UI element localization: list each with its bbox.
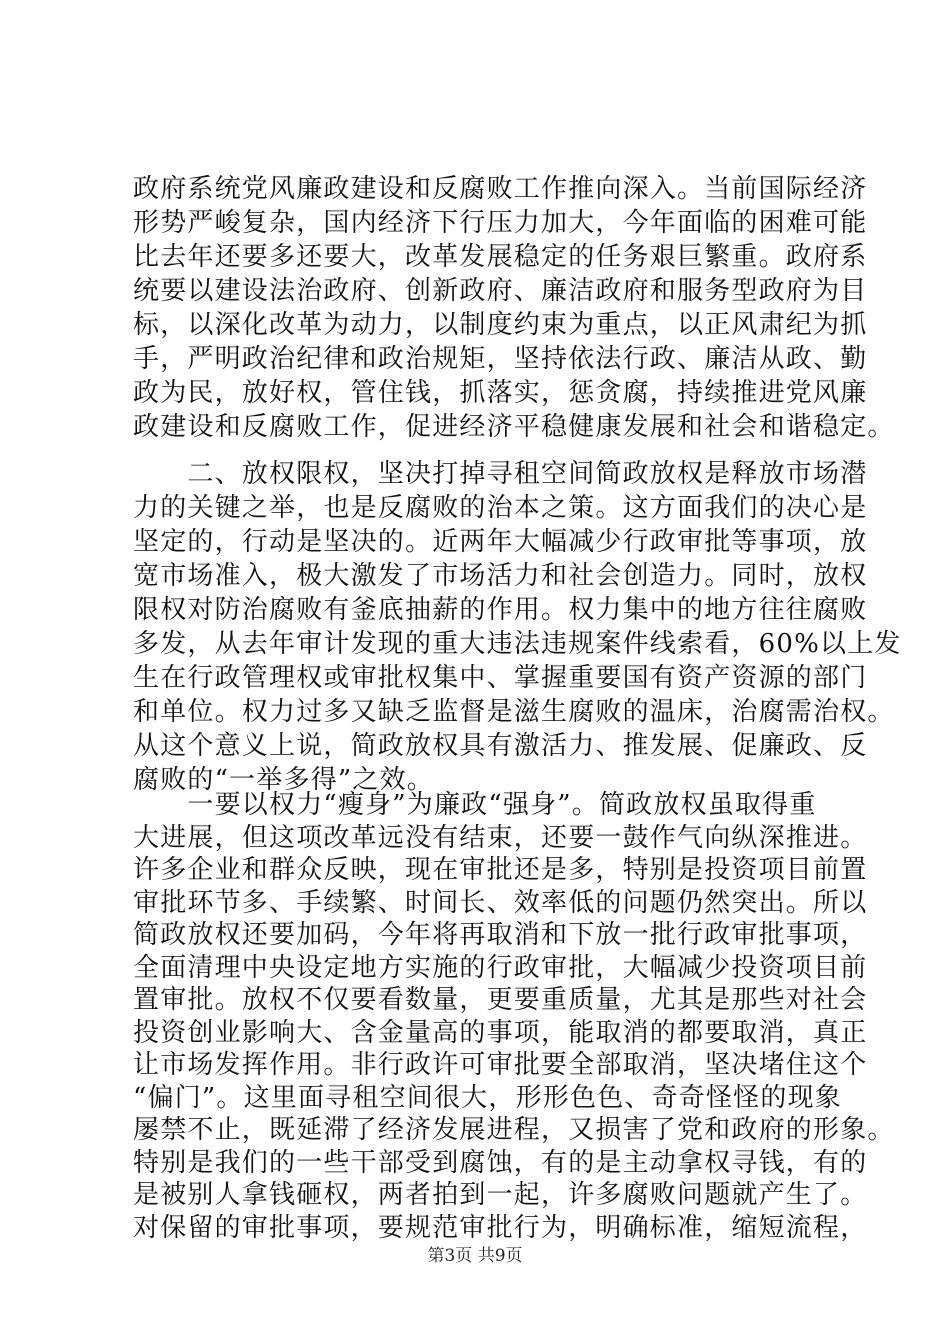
paragraph-1-line-3: 比去年还要多还要大，改革发展稳定的任务艰巨繁重。政府系 (133, 242, 868, 272)
paragraph-3-line-13: 是被别人拿钱砸权，两者拍到一起，许多腐败问题就产生了。 (133, 1180, 868, 1210)
paragraph-3-line-5: 简政放权还要加码，今年将再取消和下放一批行政审批事项， (133, 920, 868, 950)
paragraph-2-line-3: 坚定的，行动是坚决的。近两年大幅减少行政审批等事项，放 (133, 527, 868, 557)
paragraph-2-line-9: 从这个意义上说，简政放权具有激活力、推发展、促廉政、反 (133, 731, 868, 761)
paragraph-3-line-9: 让市场发挥作用。非行政许可审批要全部取消，坚决堵住这个 (133, 1050, 868, 1080)
page-footer: 第3页 共9页 (427, 1246, 523, 1266)
paragraph-3-line-4: 审批环节多、手续繁、时间长、效率低的问题仍然突出。所以 (133, 887, 868, 918)
paragraph-3-line-6: 全面清理中央设定地方实施的行政审批，大幅减少投资项目前 (133, 952, 868, 983)
paragraph-1-line-7: 政为民，放好权，管住钱，抓落实，惩贪腐，持续推进党风廉 (133, 378, 868, 408)
paragraph-2-line-5: 限权对防治腐败有釜底抽薪的作用。权力集中的地方往往腐败 (133, 595, 868, 625)
paragraph-1-line-1: 政府系统党风廉政建设和反腐败工作推向深入。当前国际经济 (133, 174, 868, 204)
paragraph-3-line-2: 大进展，但这项改革远没有结束，还要一鼓作气向纵深推进。 (133, 822, 868, 853)
paragraph-3-line-1: 一要以权力“瘦身”为廉政“强身”。简政放权虽取得重 (133, 790, 817, 820)
paragraph-2-line-6: 多发，从去年审计发现的重大违法违规案件线索看，60%以上发 (133, 629, 902, 659)
paragraph-2-line-7: 生在行政管理权或审批权集中、掌握重要国有资产资源的部门 (133, 663, 868, 693)
paragraph-1-line-6: 手，严明政治纪律和政治规矩，坚持依法行政、廉洁从政、勤 (133, 344, 868, 374)
paragraph-1-line-5: 标，以深化改革为动力，以制度约束为重点，以正风肃纪为抓 (133, 310, 868, 340)
paragraph-3-line-12: 特别是我们的一些干部受到腐蚀，有的是主动拿权寻钱，有的 (133, 1147, 868, 1178)
paragraph-1-line-8: 政建设和反腐败工作，促进经济平稳健康发展和社会和谐稳定。 (133, 412, 895, 442)
paragraph-3-line-11: 屡禁不止，既延滞了经济发展进程，又损害了党和政府的形象。 (133, 1115, 895, 1145)
paragraph-3-line-14: 对保留的审批事项，要规范审批行为，明确标准，缩短流程， (133, 1212, 868, 1243)
paragraph-3-line-10: “偏门”。这里面寻租空间很大，形形色色、奇奇怪怪的现象 (133, 1082, 842, 1113)
paragraph-2-line-4: 宽市场准入，极大激发了市场活力和社会创造力。同时，放权 (133, 561, 868, 591)
paragraph-1-line-2: 形势严峻复杂，国内经济下行压力加大，今年面临的困难可能 (133, 208, 868, 238)
paragraph-3-line-3: 许多企业和群众反映，现在审批还是多，特别是投资项目前置 (133, 855, 868, 885)
paragraph-2-line-2: 力的关键之举，也是反腐败的治本之策。这方面我们的决心是 (133, 493, 868, 523)
paragraph-3-line-7: 置审批。放权不仅要看数量，更要重质量，尤其是那些对社会 (133, 985, 868, 1015)
paragraph-2-line-1: 二、放权限权，坚决打掉寻租空间简政放权是释放市场潜 (133, 459, 868, 489)
paragraph-1-line-4: 统要以建设法治政府、创新政府、廉洁政府和服务型政府为目 (133, 276, 868, 306)
paragraph-3-line-8: 投资创业影响大、含金量高的事项，能取消的都要取消，真正 (133, 1017, 868, 1048)
paragraph-2-line-8: 和单位。权力过多又缺乏监督是滋生腐败的温床，治腐需治权。 (133, 697, 895, 727)
paragraph-2-line-10: 腐败的“一举多得”之效。 (133, 765, 434, 795)
